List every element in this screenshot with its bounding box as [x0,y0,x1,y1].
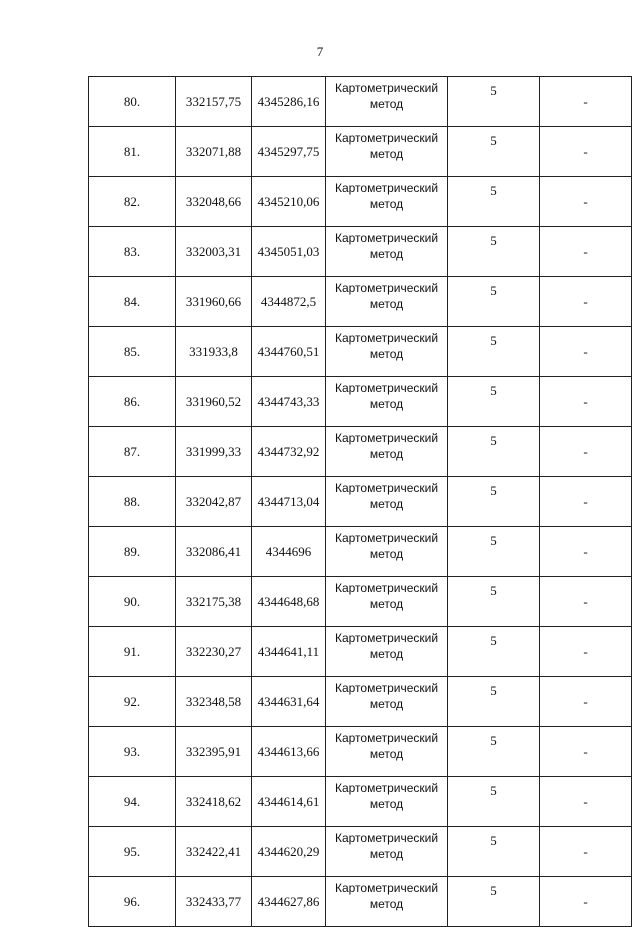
description-cell: - [540,627,632,677]
method-cell [326,427,448,477]
method-text-line: Картометрический [334,331,439,345]
method-text-line: Картометрический [334,781,439,795]
y-coordinate-cell: 4344613,66 [252,727,326,777]
method-text-line: Картометрический [334,581,439,595]
description-cell: - [540,227,632,277]
method-cell [326,877,448,927]
description-cell: - [540,577,632,627]
method-text-line: метод [369,547,404,561]
point-number-cell: 91. [89,627,176,677]
y-coordinate-cell: 4345051,03 [252,227,326,277]
x-coordinate-cell: 332418,62 [176,777,252,827]
method-text-line: Картометрический [334,881,439,895]
method-text-line: метод [369,447,404,461]
x-coordinate-cell: 332071,88 [176,127,252,177]
accuracy-cell: 5 [448,277,540,327]
y-coordinate-cell: 4344872,5 [252,277,326,327]
table-row [89,627,632,677]
y-coordinate-cell: 4345286,16 [252,77,326,127]
method-text-line: метод [369,897,404,911]
point-number-cell: 96. [89,877,176,927]
method-text-line: метод [369,797,404,811]
method-cell [326,827,448,877]
description-cell: - [540,77,632,127]
method-cell [326,727,448,777]
x-coordinate-cell: 332348,58 [176,677,252,727]
table-row [89,327,632,377]
table-row [89,477,632,527]
x-coordinate-cell: 332230,27 [176,627,252,677]
method-text-line: Картометрический [334,281,439,295]
x-coordinate-cell: 331960,66 [176,277,252,327]
y-coordinate-cell: 4344641,11 [252,627,326,677]
accuracy-cell: 5 [448,227,540,277]
method-cell [326,277,448,327]
table-row [89,877,632,927]
table-row [89,177,632,227]
table-row [89,827,632,877]
x-coordinate-cell: 332157,75 [176,77,252,127]
method-cell [326,227,448,277]
accuracy-cell: 5 [448,327,540,377]
description-cell: - [540,877,632,927]
x-coordinate-cell: 331999,33 [176,427,252,477]
table-row [89,127,632,177]
method-text-line: метод [369,247,404,261]
method-text-line: Картометрический [334,431,439,445]
method-text-line: Картометрический [334,481,439,495]
y-coordinate-cell: 4345297,75 [252,127,326,177]
accuracy-cell: 5 [448,477,540,527]
method-text-line: метод [369,297,404,311]
method-cell [326,177,448,227]
method-text-line: Картометрический [334,131,439,145]
point-number-cell: 95. [89,827,176,877]
method-text-line: метод [369,147,404,161]
method-text-line: Картометрический [334,231,439,245]
description-cell: - [540,127,632,177]
x-coordinate-cell: 332003,31 [176,227,252,277]
method-text-line: метод [369,397,404,411]
accuracy-cell: 5 [448,77,540,127]
table-row [89,577,632,627]
x-coordinate-cell: 331960,52 [176,377,252,427]
x-coordinate-cell: 331933,8 [176,327,252,377]
accuracy-cell: 5 [448,427,540,477]
method-text-line: метод [369,197,404,211]
method-cell [326,677,448,727]
x-coordinate-cell: 332086,41 [176,527,252,577]
accuracy-cell: 5 [448,627,540,677]
description-cell: - [540,777,632,827]
method-text-line: Картометрический [334,831,439,845]
point-number-cell: 85. [89,327,176,377]
method-text-line: метод [369,497,404,511]
method-cell [326,527,448,577]
point-number-cell: 94. [89,777,176,827]
coordinates-table [88,76,632,927]
table-row [89,677,632,727]
point-number-cell: 83. [89,227,176,277]
accuracy-cell: 5 [448,577,540,627]
description-cell: - [540,827,632,877]
point-number-cell: 93. [89,727,176,777]
y-coordinate-cell: 4344631,64 [252,677,326,727]
description-cell: - [540,527,632,577]
coordinates-table-body [89,77,632,927]
method-cell [326,377,448,427]
x-coordinate-cell: 332433,77 [176,877,252,927]
method-cell [326,777,448,827]
method-text-line: метод [369,647,404,661]
table-row [89,77,632,127]
page-number: 7 [316,44,324,59]
method-cell [326,327,448,377]
method-text-line: Картометрический [334,181,439,195]
accuracy-cell: 5 [448,377,540,427]
method-cell [326,627,448,677]
method-text-line: метод [369,747,404,761]
point-number-cell: 81. [89,127,176,177]
accuracy-cell: 5 [448,127,540,177]
description-cell: - [540,377,632,427]
description-cell: - [540,427,632,477]
point-number-cell: 84. [89,277,176,327]
y-coordinate-cell: 4345210,06 [252,177,326,227]
method-cell [326,127,448,177]
description-cell: - [540,277,632,327]
accuracy-cell: 5 [448,527,540,577]
table-row [89,277,632,327]
point-number-cell: 87. [89,427,176,477]
table-row [89,777,632,827]
method-text-line: Картометрический [334,631,439,645]
y-coordinate-cell: 4344696 [252,527,326,577]
description-cell: - [540,177,632,227]
accuracy-cell: 5 [448,177,540,227]
description-cell: - [540,677,632,727]
method-text-line: Картометрический [334,681,439,695]
point-number-cell: 80. [89,77,176,127]
y-coordinate-cell: 4344732,92 [252,427,326,477]
point-number-cell: 92. [89,677,176,727]
accuracy-cell: 5 [448,677,540,727]
y-coordinate-cell: 4344627,86 [252,877,326,927]
x-coordinate-cell: 332395,91 [176,727,252,777]
description-cell: - [540,477,632,527]
table-row [89,227,632,277]
point-number-cell: 90. [89,577,176,627]
method-text-line: метод [369,697,404,711]
table-row [89,527,632,577]
accuracy-cell: 5 [448,727,540,777]
point-number-cell: 88. [89,477,176,527]
accuracy-cell: 5 [448,827,540,877]
x-coordinate-cell: 332422,41 [176,827,252,877]
point-number-cell: 82. [89,177,176,227]
y-coordinate-cell: 4344743,33 [252,377,326,427]
method-cell [326,477,448,527]
point-number-cell: 86. [89,377,176,427]
table-row [89,377,632,427]
method-text-line: Картометрический [334,531,439,545]
accuracy-cell: 5 [448,877,540,927]
x-coordinate-cell: 332175,38 [176,577,252,627]
method-cell [326,77,448,127]
method-cell [326,577,448,627]
method-text-line: Картометрический [334,381,439,395]
y-coordinate-cell: 4344620,29 [252,827,326,877]
method-text-line: метод [369,847,404,861]
y-coordinate-cell: 4344760,51 [252,327,326,377]
description-cell: - [540,727,632,777]
method-text-line: метод [369,347,404,361]
point-number-cell: 89. [89,527,176,577]
description-cell: - [540,327,632,377]
x-coordinate-cell: 332042,87 [176,477,252,527]
y-coordinate-cell: 4344648,68 [252,577,326,627]
table-row [89,727,632,777]
x-coordinate-cell: 332048,66 [176,177,252,227]
table-row [89,427,632,477]
y-coordinate-cell: 4344614,61 [252,777,326,827]
method-text-line: метод [369,597,404,611]
method-text-line: Картометрический [334,81,439,95]
method-text-line: метод [369,97,404,111]
method-text-line: Картометрический [334,731,439,745]
accuracy-cell: 5 [448,777,540,827]
y-coordinate-cell: 4344713,04 [252,477,326,527]
